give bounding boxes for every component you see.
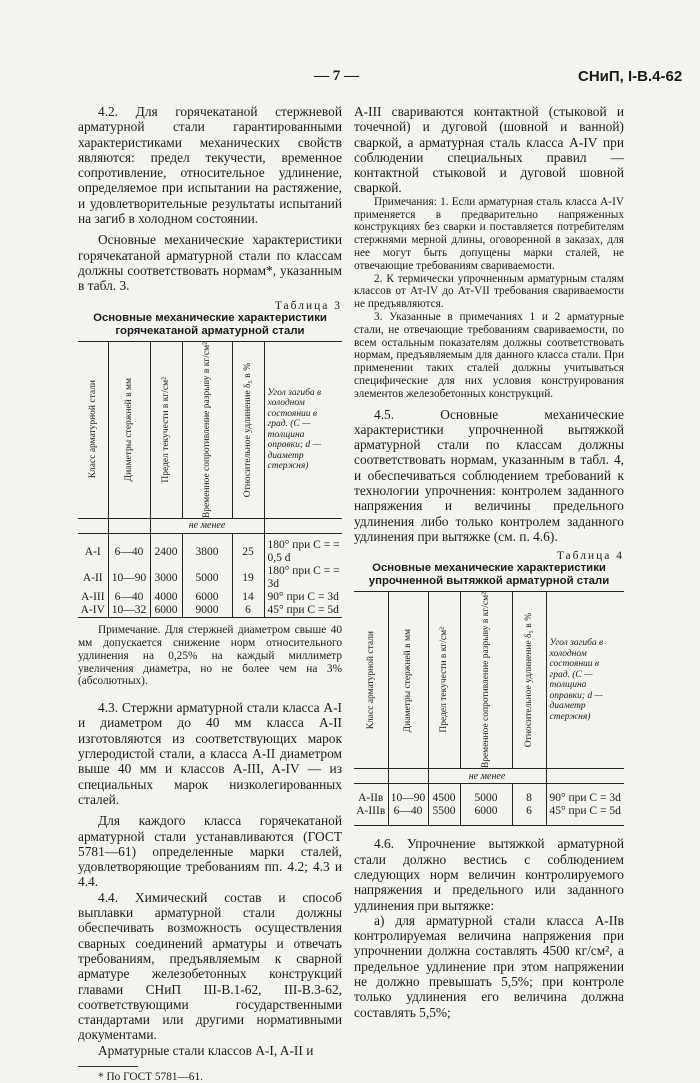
paragraph-4-3: 4.3. Стержни арматурной стали класса A-I и диаметром до 40 мм класса A-II изготовляются из соответствующих марок углеродистой стали, а класса A-II диаметром выше 40 мм и классов A-III, A-IV — из специальных марок низколегированных сталей. [78, 700, 342, 807]
paragraph-4-6-a: а) для арматурной стали класса A-IIв контролируемая величина напряжения при упрочнении должна составлять 4500 кг/см², а предельное удлинение при этом напряжении не должно превышать 5,5%; при контроле только удлинения его величина должна составлять 5,5%; [354, 912, 624, 1020]
table-3-header-cell: Класс арматурной стали [78, 341, 108, 518]
table-4-title: Основные механические характеристики упрочненной вытяжкой арматурной стали [368, 562, 610, 588]
table-row: A-IV 10—32 6000 9000 6 45° при С = 5d [78, 604, 342, 618]
table-4-header-cell: Временное сопротивление разрыву в кг/см² [460, 592, 512, 769]
table-4-header-cell: Предел текучести в кг/см² [428, 592, 460, 769]
table-3-header-cell: Временное сопротивление разрыву в кг/см² [182, 341, 232, 518]
table-3-note: Примечание. Для стержней диаметром свыше 40 мм допускается снижение норм относительного удлинения на 0,25% на каждый миллиметр увеличения диаметра, но не более чем на 3% (абсолютных). [78, 624, 342, 688]
paragraph-4-4-cont: Арматурные стали классов A-I, A-II и [98, 1042, 314, 1058]
table-3-title: Основные механические характеристики горячекатаной арматурной стали [93, 311, 327, 337]
table-row: A-II 10—90 3000 5000 19 180° при С = = 3d [78, 565, 342, 591]
right-column [354, 104, 624, 1020]
paragraph-welding: A-III свариваются контактной (стыковой и точечной) и дуговой (шовной и ванной) сваркой, а арматурная сталь класса A-IV при соблюдении специальных правил — контактной стыковой и дуговой шовной сваркой. [354, 104, 624, 196]
page-number: — 7 — [314, 68, 359, 84]
table-4-caption: Таблица 4 [556, 550, 624, 563]
note-1: Примечания: 1. Если арматурная сталь класса A-IV применяется в предварительно напряженных конструкциях без сварки и поставляется потребителям стержнями мерной длины, оговоренной в заказах, для нее могут быть допущены марки сталей, не отвечающие требованиям свариваемости. [354, 195, 624, 272]
table-row: A-IIIв 6—40 5500 6000 6 45° при С = 5d [354, 805, 624, 818]
table-row: A-I 6—40 2400 3800 25 180° при С = = 0,5 d [78, 539, 342, 565]
table-4-header-cell: Относительное удлинение δ₅ в % [512, 592, 546, 769]
table-4 [354, 591, 624, 826]
table-3-header-cell: Угол загиба в холодном состоянии в град. (С — толщина оправки; d — диаметр стержня) [264, 341, 342, 518]
table-3-header-cell: Предел текучести в кг/см² [150, 341, 182, 518]
page-header [0, 68, 700, 88]
paragraph-4-5: 4.5. Основные механические характеристики упрочненной вытяжкой арматурной стали по классам должны соответствовать нормам, указанным в табл. 4, и обеспечиваться соблюдением требований к технологии упрочнения: контролем заданного напряжения и величины предельного удлинения либо только контролем заданного удлинения при вытяжке (см. п. 4.6). [354, 406, 624, 544]
table-3-header-cell: Относительное удлинение δ₅ в % [232, 341, 264, 518]
footnote-rule [78, 1066, 138, 1067]
table-4-subheader: не менее [428, 769, 546, 784]
left-column [78, 104, 342, 1083]
paragraph-4-4: 4.4. Химический состав и способ выплавки арматурной стали должны обеспечивать возможность осуществления сварных соединений арматуры и отвечать требованиям, предъявляемым к сварной арматуре железобетонных конструкций главами СНиП III-В.1-62, III-В.3-62, соответствующими государственными стандартами или другими нормативными документами. [78, 889, 342, 1043]
paragraph-4-2: 4.2. Для горячекатаной стержневой арматурной стали гарантированными характеристиками механических свойств являются: предел текучести, временное сопротивление, относительное удлинение, определяемое при испытании на растяжение, и удовлетворительные результаты испытаний на загиб в холодном состоянии. [78, 104, 342, 227]
note-3: 3. Указанные в примечаниях 1 и 2 арматурные стали, не отвечающие требованиям свариваемости, по всем остальным показателям должны соответствовать нормам, предъявляемым для данного класса стали. При применении таких сталей должны учитываться специфические для них условия конструирования элементов железобетонных конструкций. [354, 310, 624, 400]
footnote: * По ГОСТ 5781—61. [98, 1071, 203, 1083]
running-head: СНиП, I-В.4-62 [578, 68, 683, 85]
table-3-header-cell: Диаметры стержней в мм [108, 341, 150, 518]
note-2: 2. К термически упрочненным арматурным сталям классов от Ат-IV до Ат-VII требования свариваемости не предъявляются. [354, 272, 624, 311]
table-4-header-cell: Угол загиба в холодном состоянии в град. (С — толщина оправки; d — диаметр стержня) [546, 592, 624, 769]
paragraph-4-6: 4.6. Упрочнение вытяжкой арматурной стали должно вестись с соблюдением следующих норм величин контролируемого напряжения и предельного или заданного удлинения при вытяжке: [354, 836, 624, 913]
table-row: A-IIв 10—90 4500 5000 8 90° при С = 3d [354, 792, 624, 805]
table-3-subheader: не менее [150, 518, 264, 533]
table-3-caption: Таблица 3 [274, 299, 342, 312]
paragraph-4-3-cont: Для каждого класса горячекатаной арматурной стали устанавливаются (ГОСТ 5781—61) определенные марки сталей, удовлетворяющие требованиям пп. 4.2; 4.3 и 4.4. [78, 813, 342, 890]
table-4-header-cell: Класс арматурной стали [354, 592, 388, 769]
table-row [354, 784, 624, 792]
table-4-header-cell: Диаметры стержней в мм [388, 592, 428, 769]
table-row: A-III 6—40 4000 6000 14 90° при С = 3d [78, 591, 342, 604]
paragraph-4-2-cont: Основные механические характеристики горячекатаной арматурной стали по классам должны соответствовать нормам*, указанным в табл. 3. [78, 232, 342, 294]
table-3 [78, 341, 342, 619]
table-row [354, 818, 624, 826]
